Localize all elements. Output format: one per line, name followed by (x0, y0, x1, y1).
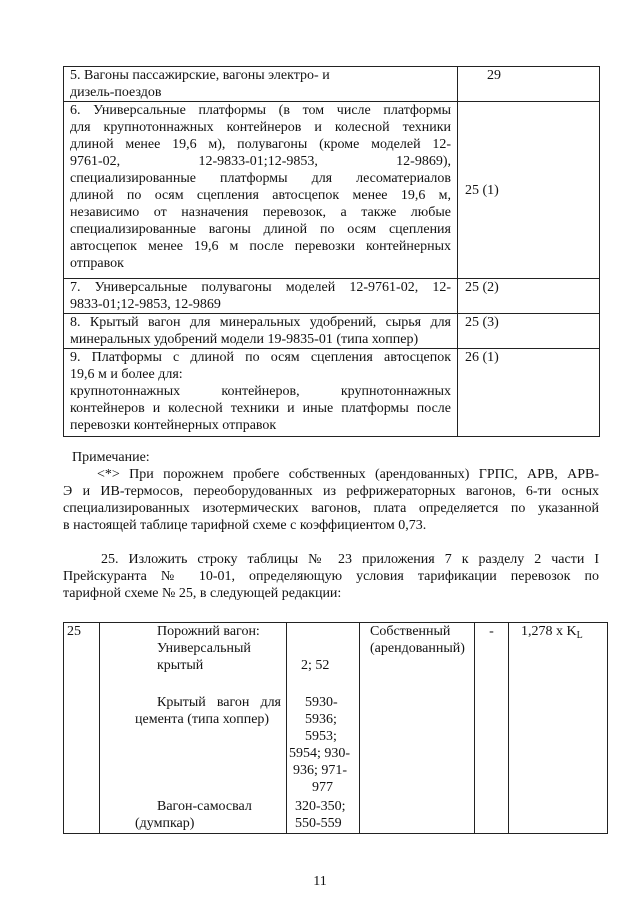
note-line: Э и ИВ-термосов, переоборудованных из рефрижераторных вагонов, 6-ти осных (63, 484, 599, 499)
tariff-table-1 (63, 66, 600, 437)
desc-line: Порожний вагон: (157, 624, 260, 639)
row-text: контейнеров и колесной техники и иные платформы после (70, 401, 451, 416)
page-number: 11 (313, 874, 327, 889)
table-row (64, 314, 600, 349)
wagon-codes (287, 623, 360, 834)
tariff-code: 25 (2) (458, 279, 600, 314)
note-line: <*> При порожнем пробеге собственных (арендованных) ГРПС, АРВ, АРВ- (97, 467, 599, 482)
code-line: 977 (312, 780, 333, 795)
ownership-line: (арендованный) (370, 641, 465, 656)
note-line: в настоящей таблице тарифной схеме с коэффициентом 0,73. (63, 518, 427, 533)
desc-line: (думпкар) (135, 816, 195, 831)
row-text: отправок (70, 256, 124, 271)
code-line: 5953; (305, 729, 337, 744)
tariff-code: 25 (3) (458, 314, 600, 349)
desc-line: крытый (157, 658, 204, 673)
code-line: 5954; 930- (289, 746, 351, 761)
row-text: 9761-02, 12-9833-01;12-9853, 12-9869), (70, 154, 451, 169)
note-title: Примечание: (72, 450, 150, 465)
tariff-code: 25 (1) (458, 102, 600, 279)
table-row (64, 623, 608, 834)
row-text: специализированные платформы для лесоматериалов (70, 171, 451, 186)
desc-line: Крытый вагон для (157, 695, 281, 710)
row-text: минеральных удобрений модели 19-9835-01 (типа хоппер) (70, 332, 419, 347)
row-text: 9833-01;12-9853, 12-9869 (70, 297, 221, 312)
code-line: 5936; (305, 712, 337, 727)
code-line: 5930- (305, 695, 338, 710)
row-text: специализированные вагоны длиной по осям сцепления (70, 222, 451, 237)
table-row (64, 279, 600, 314)
row-text: 6. Универсальные платформы (в том числе платформы (70, 103, 451, 118)
table-row (64, 349, 600, 437)
row-text: 19,6 м и более для: (70, 367, 183, 382)
code-line: 320-350; (295, 799, 346, 814)
tariff-code: 29 (458, 67, 600, 102)
ownership (360, 623, 475, 834)
table-row (64, 67, 600, 102)
row-text: для крупнотоннажных контейнеров и колесной техники (70, 120, 451, 135)
row-text: перевозки контейнерных отправок (70, 418, 277, 433)
row-text: независимо от назначения перевозок, а также любые (70, 205, 451, 220)
row-text: 7. Универсальные полувагоны моделей 12-9761-02, 12- (70, 280, 451, 295)
note-line: специализированных изотермических вагонов, плата определяется по указанной (63, 501, 599, 516)
code-line: 550-559 (295, 816, 342, 831)
desc-line: Универсальный (157, 641, 251, 656)
coefficient: 1,278 x $K_L$ (509, 623, 608, 834)
section-line: 25. Изложить строку таблицы № 23 приложения 7 к разделу 2 части I (101, 552, 599, 567)
row-text: 5. Вагоны пассажирские, вагоны электро- и (70, 68, 330, 83)
table-row (64, 102, 600, 279)
tariff-table-2 (63, 622, 608, 834)
section-25-paragraph (63, 551, 599, 602)
row-text: дизель-поездов (70, 85, 162, 100)
row-text: длиной по осям сцепления автосцепок менее 19,6 м, (70, 188, 451, 203)
note-body (63, 466, 599, 534)
section-line: тарифной схеме № 25, в следующей редакции: (63, 586, 342, 601)
scheme-number: 25 (64, 623, 100, 834)
row-text: длиной менее 19,6 м), полувагоны (кроме моделей 12- (70, 137, 451, 152)
dash-cell: - (475, 623, 509, 834)
code-line: 2; 52 (301, 658, 330, 673)
section-line: Прейскуранта № 10-01, определяющую условия тарификации перевозок по (63, 569, 599, 584)
row-text: крупнотоннажных контейнеров, крупнотоннажных (70, 384, 451, 399)
code-line: 936; 971- (293, 763, 348, 778)
row-text: 9. Платформы с длиной по осям сцепления автосцепок (70, 350, 451, 365)
row-text: 8. Крытый вагон для минеральных удобрений, сырья для (70, 315, 451, 330)
tariff-code: 26 (1) (458, 349, 600, 437)
wagon-description (100, 623, 287, 834)
row-text: автосцепок менее 19,6 м после перевозки контейнерных (70, 239, 451, 254)
desc-line: Вагон-самосвал (157, 799, 252, 814)
ownership-line: Собственный (370, 624, 451, 639)
desc-line: цемента (типа хоппер) (135, 712, 270, 727)
